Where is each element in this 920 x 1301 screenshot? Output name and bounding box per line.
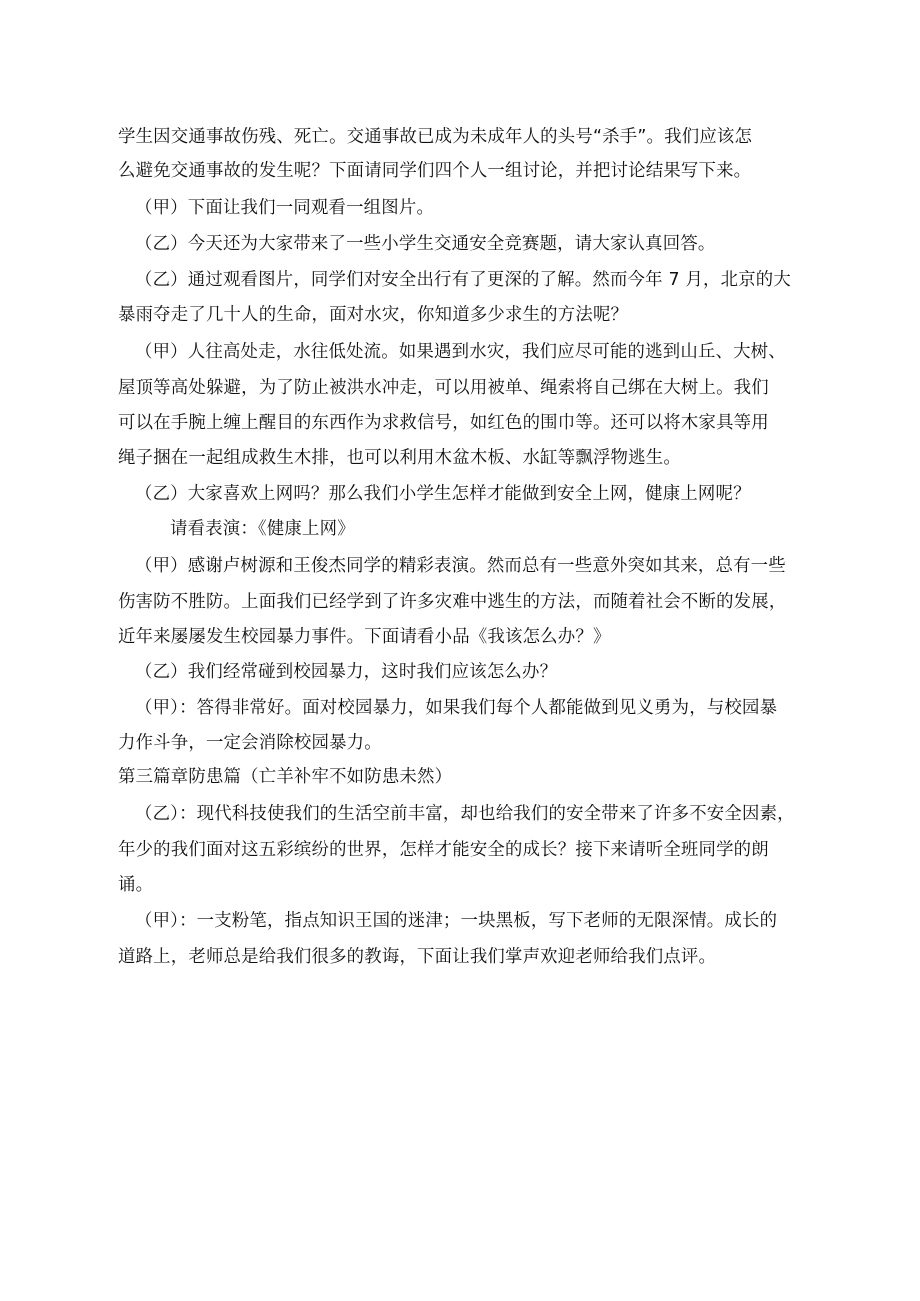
dialogue-line: （甲）感谢卢树源和王俊杰同学的精彩表演。然而总有一些意外突如其来，总有一些 <box>135 556 786 576</box>
dialogue-line: （乙）我们经常碰到校园暴力，这时我们应该怎么办？ <box>135 662 558 682</box>
dialogue-line: （甲）：一支粉笔，指点知识王国的迷津；一块黑板，写下老师的无限深情。成长的 <box>135 911 778 931</box>
text-line: 年少的我们面对这五彩缤纷的世界，怎样才能安全的成长？接下来请听全班同学的朗 <box>118 840 769 860</box>
text-line: 暴雨夺走了几十人的生命，面对水灾，你知道多少求生的方法呢？ <box>118 305 629 325</box>
dialogue-line: （甲）：答得非常好。面对校园暴力，如果我们每个人都能做到见义勇为，与校园暴 <box>135 698 778 718</box>
text-line: 近年来屡屡发生校园暴力事件。下面请看小品《我该怎么办？》 <box>118 627 611 647</box>
performance-title-line: 请看表演：《健康上网》 <box>170 519 355 539</box>
dialogue-line: （乙）今天还为大家带来了一些小学生交通安全竞赛题，请大家认真回答。 <box>135 234 716 254</box>
dialogue-line: （乙）：现代科技使我们的生活空前丰富，却也给我们的安全带来了许多不安全因素， <box>135 804 795 824</box>
text-line: 道路上，老师总是给我们很多的教诲，下面让我们掌声欢迎老师给我们点评。 <box>118 947 717 967</box>
text-line: 么避免交通事故的发生呢？下面请同学们四个人一组讨论，并把讨论结果写下来。 <box>118 161 752 181</box>
text-line: 屋顶等高处躲避，为了防止被洪水冲走，可以用被单、绳索将自己绑在大树上。我们 <box>118 378 769 398</box>
text-line: 绳子捆在一起组成救生木排，也可以利用木盆木板、水缸等飘浮物逃生。 <box>118 448 681 468</box>
section-heading: 第三篇章防患篇（亡羊补牢不如防患未然） <box>118 767 453 787</box>
text-line: 可以在手腕上缠上醒目的东西作为求救信号，如红色的围巾等。还可以将木家具等用 <box>118 413 769 433</box>
dialogue-line: （甲）人往高处走，水往低处流。如果遇到水灾，我们应尽可能的逃到山丘、大树、 <box>135 342 786 362</box>
text-line: 学生因交通事故伤残、死亡。交通事故已成为未成年人的头号“杀手”。我们应该怎 <box>118 127 753 147</box>
text-line: 力作斗争，一定会消除校园暴力。 <box>118 733 382 753</box>
dialogue-line: （乙）通过观看图片，同学们对安全出行有了更深的了解。然而今年 7 月，北京的大 <box>135 270 791 290</box>
text-line: 伤害防不胜防。上面我们已经学到了许多灾难中逃生的方法，而随着社会不断的发展， <box>118 592 787 612</box>
dialogue-line: （甲）下面让我们一同观看一组图片。 <box>135 198 435 218</box>
text-line: 诵。 <box>118 875 154 895</box>
dialogue-line: （乙）大家喜欢上网吗？那么我们小学生怎样才能做到安全上网，健康上网呢？ <box>135 484 751 504</box>
